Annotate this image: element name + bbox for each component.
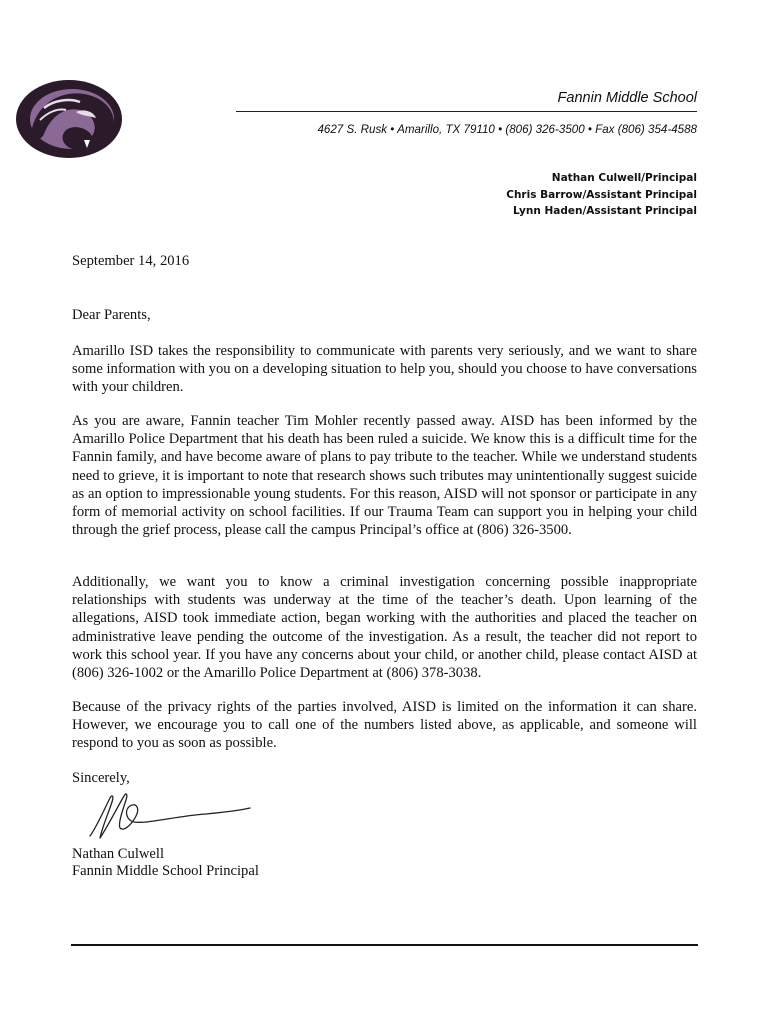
signer-title: Fannin Middle School Principal [72,863,259,879]
letter-paragraph: Because of the privacy rights of the parties involved, AISD is limited on the information it can share. However, we encourage you to call one of the numbers listed above, as applicable, and someone will respond to you as soon as possible. [72,699,697,752]
staff-assistant-principal: Chris Barrow/Assistant Principal [506,188,697,201]
header-divider [236,111,697,112]
signer-name: Nathan Culwell [72,846,165,862]
letter-paragraph: As you are aware, Fannin teacher Tim Mohler recently passed away. AISD has been informed by the Amarillo Police Department that his death has been ruled a suicide. We know this is a difficult time for the Fannin family, and have become aware of plans to pay tribute to the teacher. While we understand students need to grieve, it is important to note that research shows such tributes may unintentionally suggest suicide as an option to impressionable young students. For this reason, AISD will not sponsor or participate in any form of memorial activity on school facilities. If our Trauma Team can support you in helping your child through the grief process, please call the campus Principal’s office at (806) 326-3500. [72,413,697,539]
letter-date: September 14, 2016 [72,253,190,269]
footer-divider [71,944,698,946]
letter-closing: Sincerely, [72,770,130,786]
staff-list [506,170,697,220]
school-name: Fannin Middle School [557,90,697,106]
letter-paragraph: Amarillo ISD takes the responsibility to communicate with parents very seriously, and we want to share some information with you on a developing situation to help you, should you choose to have conversations with your children. [72,343,697,396]
school-logo [14,78,124,160]
staff-principal: Nathan Culwell/Principal [551,172,697,184]
school-address: 4627 S. Rusk • Amarillo, TX 79110 • (806) 326-3500 • Fax (806) 354-4588 [317,123,697,136]
handwritten-signature [86,788,256,844]
letter-paragraph: Additionally, we want you to know a criminal investigation concerning possible inappropriate relationships with students was underway at the time of the teacher’s death. Upon learning of the allegations, AISD took immediate action, began working with the authorities and placed the teacher on administrative leave pending the outcome of the investigation. As a result, the teacher did not report to work this school year. If you have any concerns about your child, or another child, please contact AISD at (806) 326-1002 or the Amarillo Police Department at (806) 378-3038. [72,574,697,682]
letter-greeting: Dear Parents, [72,307,151,323]
staff-assistant-principal: Lynn Haden/Assistant Principal [513,205,697,217]
